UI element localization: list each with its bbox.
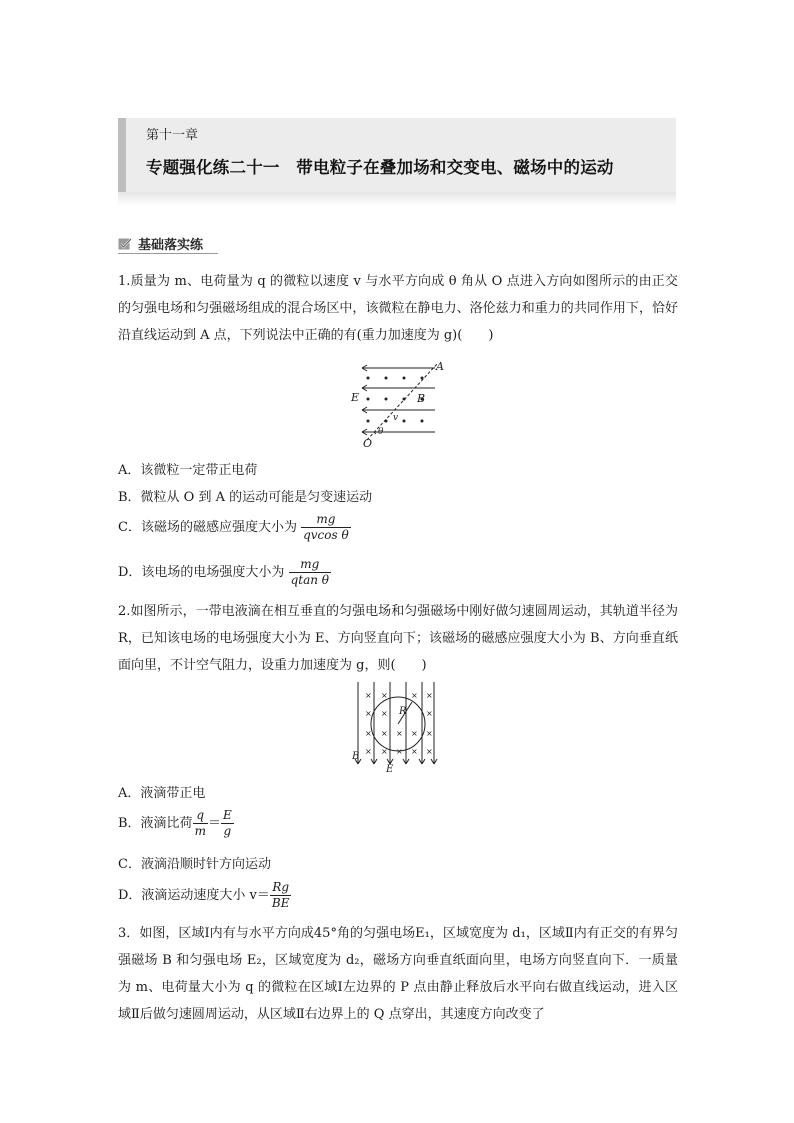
label-R: R (399, 706, 407, 717)
label-E: E (386, 764, 394, 774)
chapter-label: 第十一章 (146, 128, 199, 143)
cross-mark: × (365, 709, 372, 718)
q2-option-c: C．液滴沿顺时针方向运动 (118, 857, 271, 872)
cross-mark: × (396, 729, 403, 738)
question-2-figure (348, 680, 444, 774)
q1-option-d-fraction (289, 557, 331, 588)
q2-option-d-text: D．液滴运动速度大小 v＝ (118, 888, 270, 903)
label-O: O (363, 437, 373, 450)
q1-option-a: A．该微粒一定带正电荷 (118, 463, 258, 478)
fraction-denominator: m (194, 824, 206, 838)
cross-mark: × (381, 691, 388, 700)
q1-option-c (118, 512, 351, 543)
section-label: 基础落实练 (138, 238, 204, 253)
header-shadow (118, 192, 676, 206)
q2-option-a: A．液滴带正电 (118, 786, 206, 801)
page-title: 专题强化练二十一 带电粒子在叠加场和交变电、磁场中的运动 (146, 158, 614, 177)
label-A: A (436, 360, 444, 373)
q1-option-c-text: C．该磁场的磁感应强度大小为 (118, 520, 297, 535)
fraction-denominator: qvcos θ (303, 528, 349, 542)
label-E: E (351, 391, 360, 404)
header-accent-bar (118, 118, 126, 192)
q1-option-c-fraction (301, 512, 351, 543)
q1-option-b: B．微粒从 O 到 A 的运动可能是匀变速运动 (118, 490, 373, 505)
cross-mark: × (365, 691, 372, 700)
q1-option-d (118, 557, 331, 588)
q2-option-b-fraction-2 (221, 808, 234, 839)
equals-sign: ＝ (207, 816, 221, 831)
q2-option-d-fraction (270, 880, 292, 911)
cross-mark: × (365, 747, 372, 756)
q2-option-b (118, 808, 234, 839)
cross-mark: × (426, 691, 433, 700)
fraction-denominator: g (223, 824, 232, 838)
fraction-numerator: Rg (270, 880, 292, 896)
cross-mark: × (426, 729, 433, 738)
cross-mark: × (411, 729, 418, 738)
question-3-text: 3．如图，区域Ⅰ内有与水平方向成45°角的匀强电场E₁，区域宽度为 d₁，区域Ⅱ内有正交的有界匀强磁场 B 和匀强电场 E₂，区域宽度为 d₂，磁场方向垂直纸面向里，电场方向竖直向下．一质量为 m、电荷量大小为 q 的微粒在区域Ⅰ左边界的 P 点由静止释放后水平向右做直线运动，进入区域Ⅱ后做匀速圆周运动，从区域Ⅱ右边界上的 Q 点穿出，其速度方向改变了 (118, 926, 678, 1022)
label-theta: θ (378, 427, 384, 437)
cross-mark: × (426, 747, 433, 756)
section-heading (118, 234, 203, 253)
label-B: B (352, 751, 360, 762)
section-underline (118, 253, 218, 254)
fraction-numerator: mg (289, 557, 331, 573)
label-B: B (417, 392, 426, 405)
cross-mark: × (411, 691, 418, 700)
question-1-figure (340, 358, 450, 450)
cross-mark: × (426, 709, 433, 718)
fraction-numerator: E (222, 808, 232, 822)
q2-option-b-fraction-1 (193, 808, 208, 839)
cross-mark: × (411, 747, 418, 756)
q2-option-d (118, 880, 291, 911)
q2-option-b-text: B．液滴比荷 (118, 816, 193, 831)
question-2-text: 2.如图所示，一带电液滴在相互垂直的匀强电场和匀强磁场中刚好做匀速圆周运动，其轨道半径为 R，已知该电场的电场强度大小为 E、方向竖直向下；该磁场的磁感应强度大小为 B、方向垂直纸面向里，不计空气阻力，设重力加速度为 g，则( ) (118, 604, 678, 673)
fraction-numerator: mg (301, 512, 351, 528)
q1-option-d-text: D．该电场的电场强度大小为 (118, 565, 285, 580)
checkbox-icon (118, 237, 132, 251)
cross-mark: × (381, 709, 388, 718)
fraction-denominator: qtan θ (290, 573, 330, 587)
cross-mark: × (396, 747, 403, 756)
question-1-text: 1.质量为 m、电荷量为 q 的微粒以速度 v 与水平方向成 θ 角从 O 点进入方向如图所示的由正交的匀强电场和匀强磁场组成的混合场区中，该微粒在静电力、洛伦兹力和重力的共同作用下，恰好沿直线运动到 A 点，下列说法中正确的有(重力加速度为 g)( ) (118, 274, 678, 343)
chapter-header (118, 118, 676, 192)
cross-mark: × (381, 729, 388, 738)
label-v: v (393, 413, 399, 423)
fraction-denominator: BE (271, 896, 290, 910)
cross-mark: × (381, 747, 388, 756)
fraction-numerator: q (193, 808, 208, 824)
cross-mark: × (365, 729, 372, 738)
